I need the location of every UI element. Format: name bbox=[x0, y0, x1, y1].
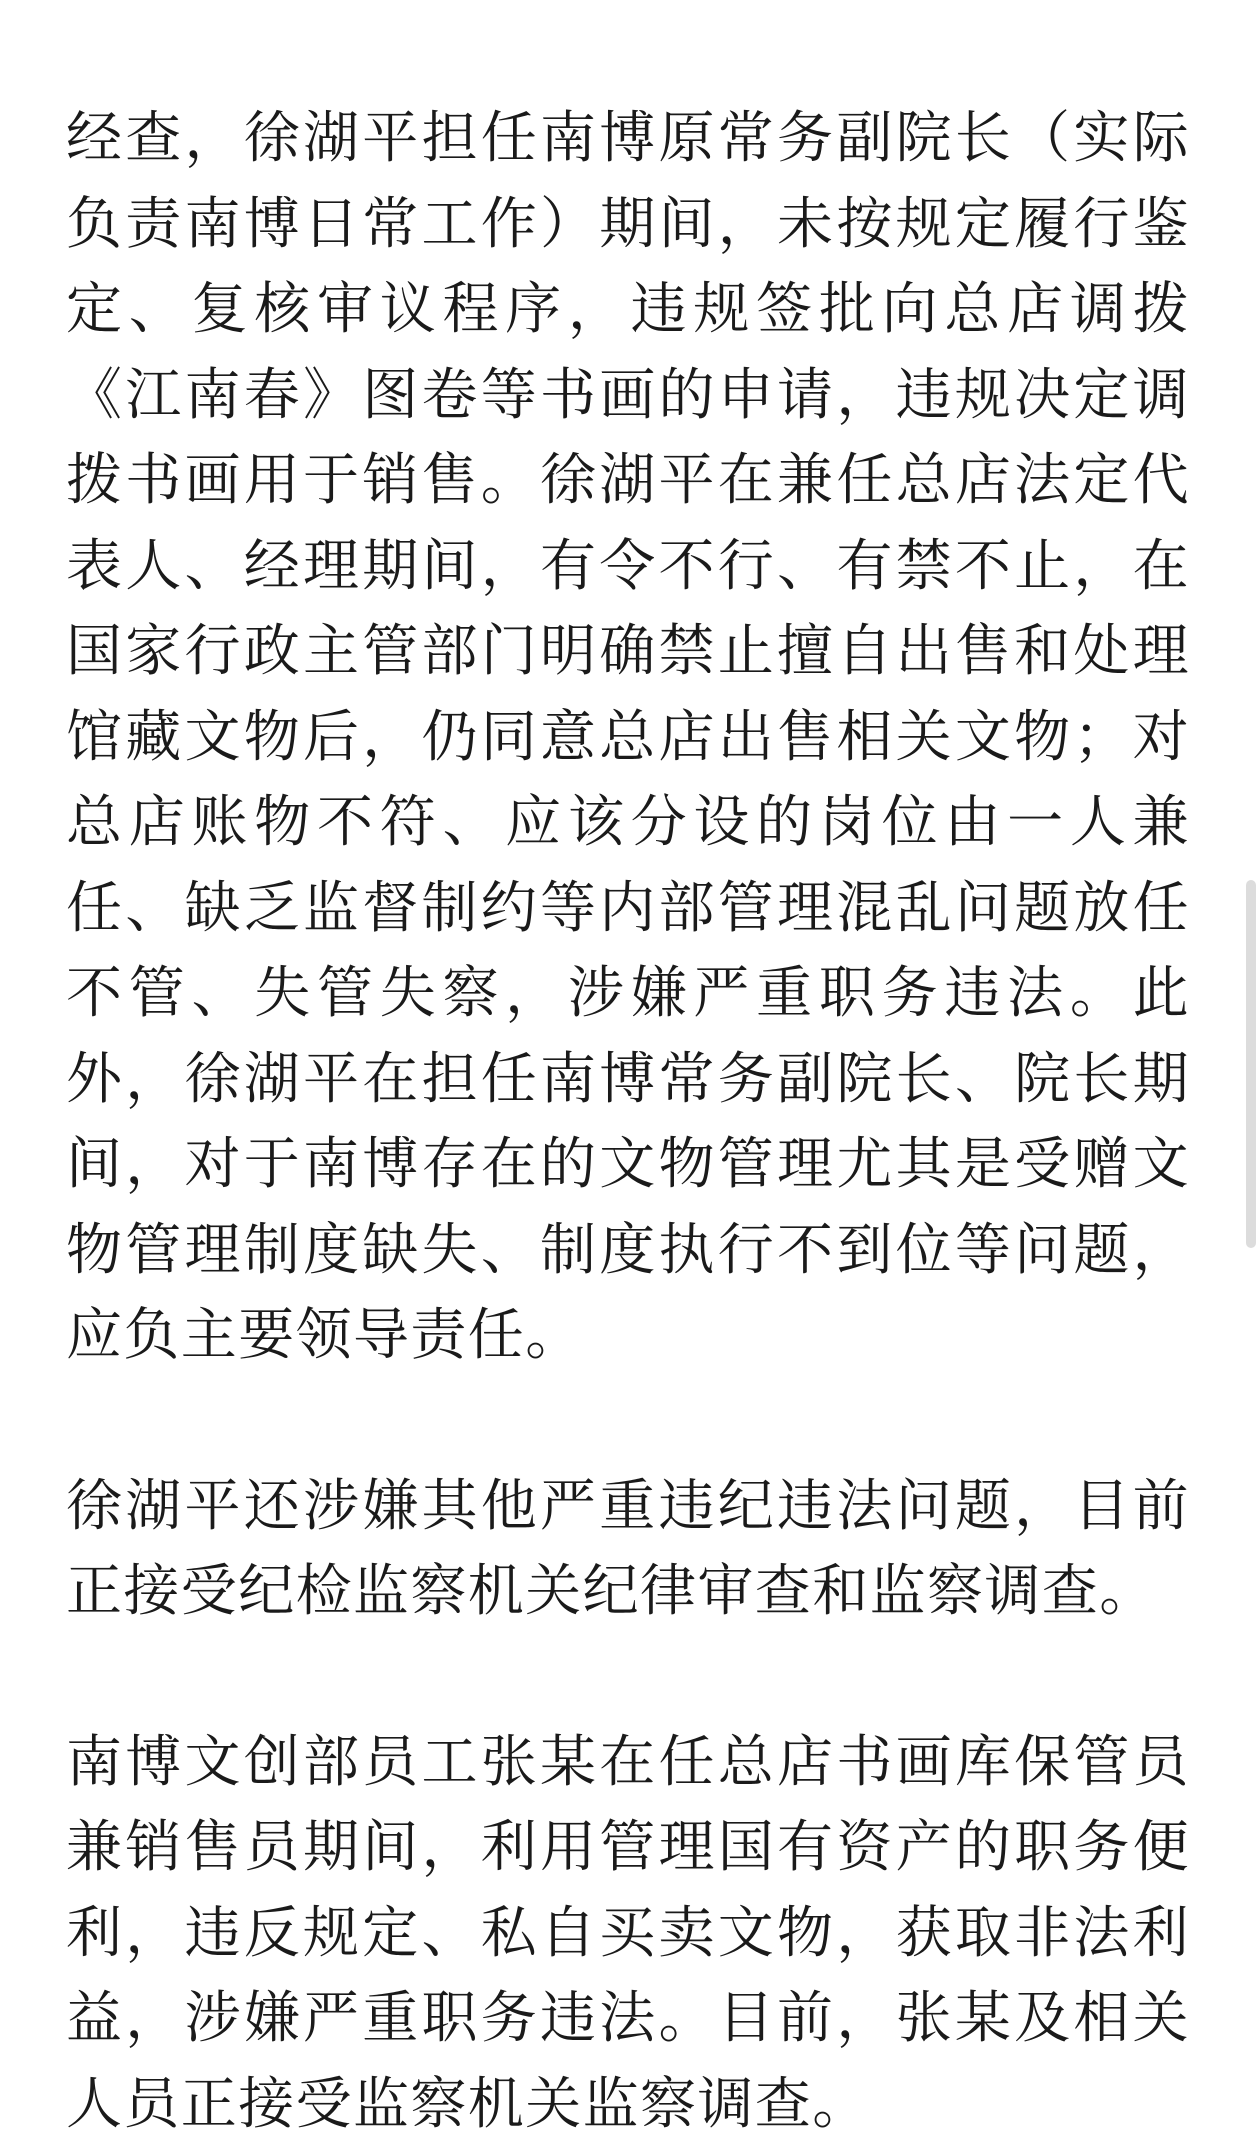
paragraph-employee: 南博文创部员工张某在任总店书画库保管员兼销售员期间，利用管理国有资产的职务便利，违反规定、私自买卖文物，获取非法利益，涉嫌严重职务违法。目前，张某及相关人员正接受监察机关监察调查。 bbox=[66, 1720, 1190, 2147]
article-body bbox=[66, 96, 1190, 2147]
scrollbar[interactable] bbox=[1246, 880, 1256, 1248]
paragraph-findings: 经查，徐湖平担任南博原常务副院长（实际负责南博日常工作）期间，未按规定履行鉴定、复核审议程序，违规签批向总店调拨《江南春》图卷等书画的申请，违规决定调拨书画用于销售。徐湖平在兼任总店法定代表人、经理期间，有令不行、有禁不止，在国家行政主管部门明确禁止擅自出售和处理馆藏文物后，仍同意总店出售相关文物；对总店账物不符、应该分设的岗位由一人兼任、缺乏监督制约等内部管理混乱问题放任不管、失管失察，涉嫌严重职务违法。此外，徐湖平在担任南博常务副院长、院长期间，对于南博存在的文物管理尤其是受赠文物管理制度缺失、制度执行不到位等问题，应负主要领导责任。 bbox=[66, 96, 1190, 1379]
paragraph-investigation: 徐湖平还涉嫌其他严重违纪违法问题，目前正接受纪检监察机关纪律审查和监察调查。 bbox=[66, 1464, 1190, 1635]
